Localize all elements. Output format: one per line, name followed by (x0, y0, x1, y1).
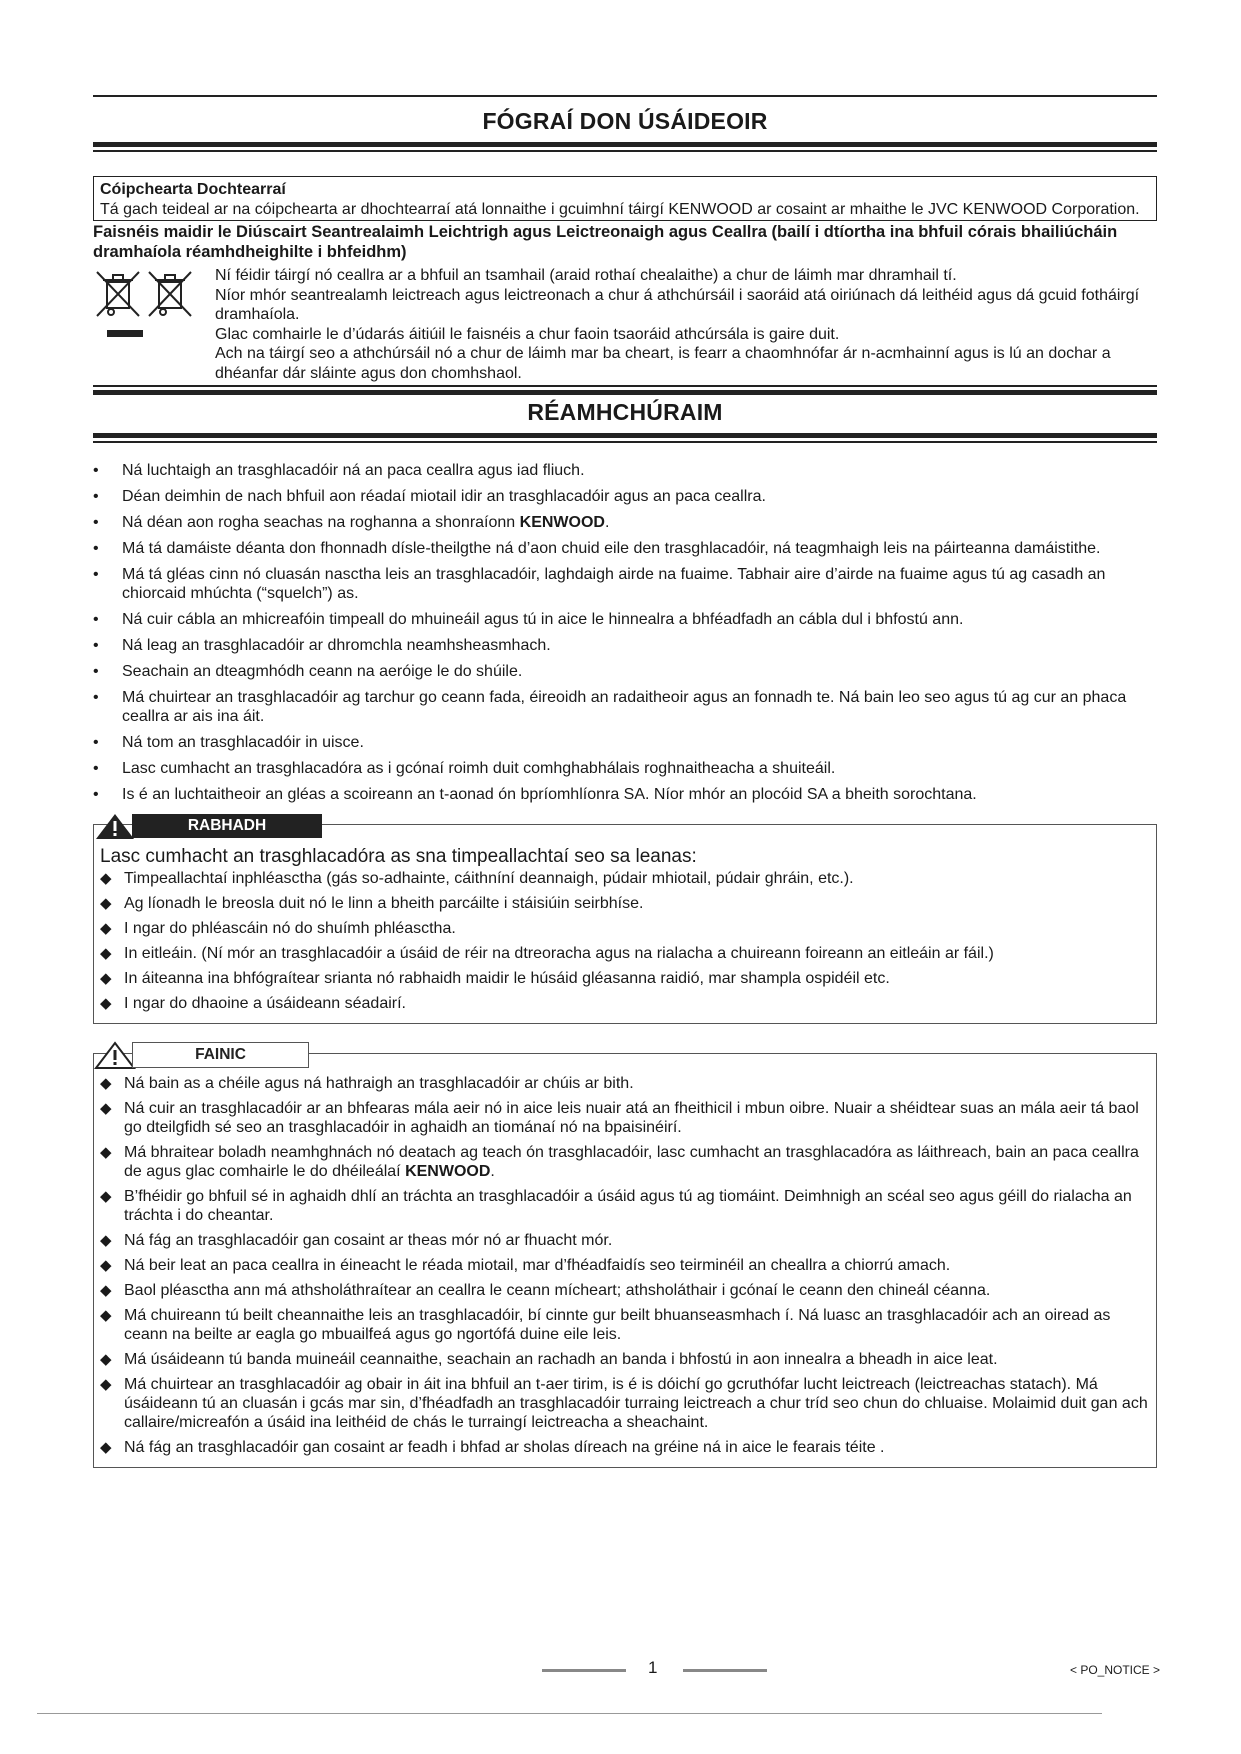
warning-tab (94, 811, 322, 841)
list-item: • Ná tom an trasghlacadóir in uisce. (93, 733, 1157, 752)
list-item: ◆ Ná fág an trasghlacadóir gan cosaint ar theas mór nó ar fhuacht mór. (100, 1231, 1150, 1250)
copyright-text: Tá gach teideal ar na cóipchearta ar dhochtearraí atá lonnaithe i gcuimhní táirgí KENWOOD ar cosaint ar mhaithe le JVC KENWOOD Corporation. (100, 201, 1140, 218)
document-page (93, 95, 1157, 1468)
caution-triangle-icon (94, 1041, 136, 1069)
list-item: • Má tá gléas cinn nó cluasán nasctha leis an trasghlacadóir, laghdaigh airde na fuaime. Tabhair aire d’airde na fuaime agus tú ag casadh an chiorcaid mhúchta (“squelch”) as. (93, 565, 1157, 603)
doc-tag: < PO_NOTICE > (1070, 1663, 1161, 1677)
list-item: • Is é an luchtaitheoir an gléas a scoireann an t-aonad ón bpríomhlíonra SA. Níor mhór an plocóid SA a bheith sorochtana. (93, 785, 1157, 804)
list-item: ◆ Baol pléasctha ann má athsholáthraítear an ceallra le ceann mícheart; athsholáthair i gcónaí le ceann den chineál céanna. (100, 1281, 1150, 1300)
list-item: ◆ Timpeallachtaí inphléasctha (gás so-adhainte, cáithníní deannaigh, púdair mhiotail, púdair ghráin, etc.). (100, 869, 1150, 888)
list-item: ◆ In áiteanna ina bhfógraítear srianta nó rabhaidh maidir le húsáid gléasanna raidió, mar shampla ospidéil etc. (100, 969, 1150, 988)
bottom-rule (37, 1713, 1102, 1714)
list-item: ◆ Ná fág an trasghlacadóir gan cosaint ar feadh i bhfad ar sholas díreach na gréine ná in aice le fearais téite . (100, 1438, 1150, 1457)
list-item: ◆ Ná bain as a chéile agus ná hathraigh an trasghlacadóir ar chúis ar bith. (100, 1074, 1150, 1093)
copyright-heading: Cóipchearta Dochtearraí (100, 181, 286, 198)
list-item: • Ná cuir cábla an mhicreafóin timpeall do mhuineáil agus tú in aice le hinnealra a bhféadfadh an cábla dul i bhfostú ann. (93, 610, 1157, 629)
caution-tab (94, 1040, 309, 1070)
brand-name: KENWOOD (405, 1163, 491, 1180)
list-item: ◆ Ná beir leat an paca ceallra in éineacht le réada miotail, mar d’fhéadfaidís seo teirminéil an cheallra a chiorrú amach. (100, 1256, 1150, 1275)
warning-lead: Lasc cumhacht an trasghlacadóra as sna timpeallachtaí seo sa leanas: (100, 846, 697, 867)
weee-line: Níor mhór seantrealamh leictreach agus leictreonach a chur á athchúrsáil i saoráid atá oiriúnach dá leithéid agus dá gcuid fotháirgí dramhaíola. (215, 286, 1140, 323)
precautions-top-rule (93, 385, 1157, 387)
section-title-notices: FÓGRAÍ DON ÚSÁIDEOIR (482, 108, 768, 134)
list-item: ◆ B’fhéidir go bhfuil sé in aghaidh dhlí an tráchta an trasghlacadóir a úsáid agus tú ag tiomáint. Deimhnigh an scéal seo agus géill do rialacha an tráchta i do cheantar. (100, 1187, 1150, 1225)
footer-line-left (542, 1669, 626, 1672)
list-item: • Ná leag an trasghlacadóir ar dhromchla neamhsheasmhach. (93, 636, 1157, 655)
warning-body (94, 825, 1156, 1023)
precautions-rule-thin (93, 441, 1157, 443)
list-item: ◆ Má chuireann tú beilt cheannaithe leis an trasghlacadóir, bí cinnte gur beilt bhuanseasmhach í. Ná luasc an trasghlacadóir ach an oiread as ceann na beilte ar eagla go mbuailfeá agus go ngortófá duine eile leis. (100, 1306, 1150, 1344)
weee-text (215, 266, 1157, 383)
list-item: • Má tá damáiste déanta don fhonnadh dísle-theilgthe ná d’aon chuid eile den trasghlacadóir, ná teagmhaigh leis na páirteanna damáistithe. (93, 539, 1157, 558)
warning-box (93, 817, 1157, 1024)
list-item: ◆ Má chuirtear an trasghlacadóir ag obair in áit ina bhfuil an t-aer tirim, is é is dóichí go gcruthófar lucht leictreach (leictreachas statach). Má úsáideann tú an cluasán i gcás mar sin, d’fhéadfadh an trasghlacadóir turraing leictreach a chur tríd seo chun do chluaise. Molaimid duit gan ach callaire/micreafón a úsáid ina leithéid de chás le turraingí leictreacha a sheachaint. (100, 1375, 1150, 1432)
list-item: ◆ I ngar do phléascáin nó do shuímh phléasctha. (100, 919, 1150, 938)
warning-triangle-icon (94, 812, 136, 840)
list-item: ◆ Ag líonadh le breosla duit nó le linn a bheith parcáilte i stáisiúin seirbhíse. (100, 894, 1150, 913)
section-title-precautions: RÉAMHCHÚRAIM (527, 399, 723, 425)
title-rule (93, 142, 1157, 147)
caution-label: FAINIC (132, 1042, 309, 1068)
list-item: ◆ In eitleáin. (Ní mór an trasghlacadóir a úsáid de réir na dtreoracha agus na rialacha a chuireann foireann an eitleáin ar fáil.) (100, 944, 1150, 963)
copyright-box (93, 176, 1157, 221)
page-number: 1 (648, 1658, 658, 1677)
page-footer (0, 1655, 1241, 1695)
list-item: ◆ Má bhraitear boladh neamhghnách nó deatach ag teach ón trasghlacadóir, lasc cumhacht an trasghlacadóra as láithreach, bain an paca ceallra de agus glac comhairle le do dhéileálaí KENWOOD. (100, 1143, 1150, 1181)
caution-box (93, 1046, 1157, 1468)
precautions-rule (93, 433, 1157, 438)
warning-label: RABHADH (132, 814, 322, 838)
warning-list (100, 869, 1150, 1013)
weee-line: Ní féidir táirgí nó ceallra ar a bhfuil an tsamhail (araid rothaí chealaithe) a chur de láimh mar dhramhail tí. (215, 267, 957, 284)
list-item: ◆ Má úsáideann tú banda muineáil ceannaithe, seachain an rachadh an banda i bhfostú in aon innealra a bheadh in aice leat. (100, 1350, 1150, 1369)
caution-list (100, 1074, 1150, 1457)
caution-body (94, 1054, 1156, 1467)
list-item: • Ná déan aon rogha seachas na roghanna a shonraíonn KENWOOD. (93, 513, 1157, 532)
list-item: • Lasc cumhacht an trasghlacadóra as i gcónaí roimh duit comhghabhálais roghnaitheacha a shuiteáil. (93, 759, 1157, 778)
list-item: • Má chuirtear an trasghlacadóir ag tarchur go ceann fada, éireoidh an radaitheoir agus an fonnadh te. Ná bain leo seo agus tú ag cur an phaca ceallra ar ais ina áit. (93, 688, 1157, 726)
list-item: • Ná luchtaigh an trasghlacadóir ná an paca ceallra agus iad fliuch. (93, 461, 1157, 480)
list-item: • Seachain an dteagmhódh ceann na aeróige le do shúile. (93, 662, 1157, 681)
weee-line: Glac comhairle le d’údarás áitiúil le faisnéis a chur faoin tsaoráid athcúrsála is gaire duit. (215, 325, 840, 343)
weee-icons (93, 266, 215, 366)
crossed-bin-icon (93, 266, 215, 346)
weee-line: Ach na táirgí seo a athchúrsáil nó a chur de láimh mar ba cheart, is fearr a chaomhnófar ár n-acmhainní agus is lú an dochar a dhéanfar dár sláinte agus don chomhshaol. (215, 345, 1111, 382)
footer-line-right (683, 1669, 767, 1672)
precautions-list (93, 461, 1157, 804)
weee-section (93, 266, 1157, 383)
list-item: ◆ I ngar do dhaoine a úsáideann séadairí. (100, 994, 1150, 1013)
list-item: ◆ Ná cuir an trasghlacadóir ar an bhfearas mála aeir nó in aice leis nuair atá an fheithicil i mbun oibre. Nuair a shéidtear suas an mála aeir tá baol go dteilgfidh sé seo an trasghlacadóir in aghaidh an tiománaí nó na bpaisinéirí. (100, 1099, 1150, 1137)
weee-title: Faisnéis maidir le Diúscairt Seantrealaimh Leichtrigh agus Leictreonaigh agus Ceallra (bailí i dtíortha ina bhfuil córais bhailiúcháin dramhaíola réamhdheighilte i bhfeidhm) (93, 223, 1118, 261)
title-rule-thin (93, 150, 1157, 152)
brand-name: KENWOOD (519, 514, 605, 531)
list-item: • Déan deimhin de nach bhfuil aon réadaí miotail idir an trasghlacadóir agus an paca ceallra. (93, 487, 1157, 506)
